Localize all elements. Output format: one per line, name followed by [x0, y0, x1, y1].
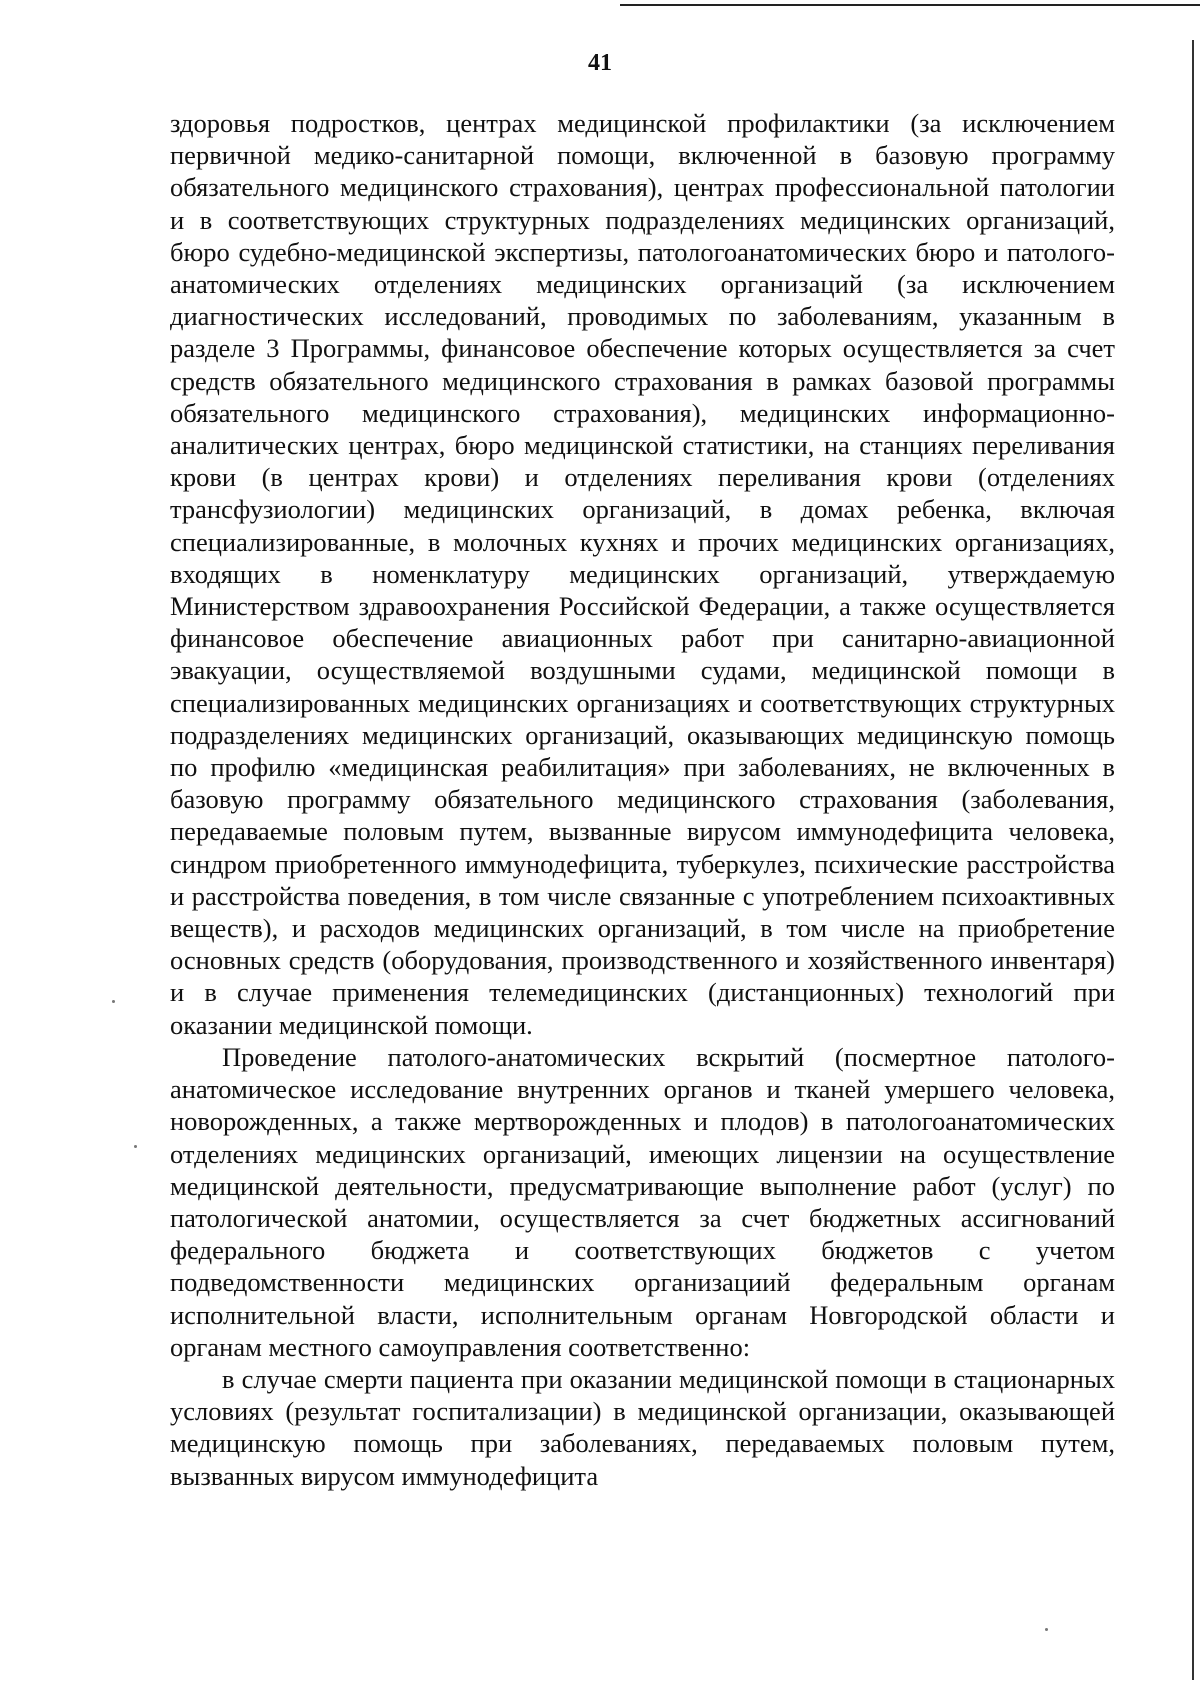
scan-speck — [1045, 1628, 1048, 1631]
page-number: 41 — [588, 50, 612, 76]
paragraph-continuation: здоровья подростков, центрах медицинской профилактики (за исключением первичной медико-санитарной помощи, включенной в базовую программу обязательного медицинского страхования), центрах профессиональной патологии и в соответствующих структурных подразделениях медицинских организаций, бюро судебно-медицинской экспертизы, патологоанатомических бюро и патолого-анатомических отделениях медицинских организаций (за исключением диагностических исследований, проводимых по заболеваниям, указанным в разделе 3 Программы, финансовое обеспечение которых осуществляется за счет средств обязательного медицинского страхования в рамках базовой программы обязательного медицинского страхования), медицинских информационно-аналитических центрах, бюро медицинской статистики, на станциях переливания крови (в центрах крови) и отделениях переливания крови (отделениях трансфузиологии) медицинских организаций, в домах ребенка, включая специализированные, в молочных кухнях и прочих медицинских организациях, входящих в номенклатуру медицинских организаций, утверждаемую Министерством здравоохранения Российской Федерации, а также осуществляется финансовое обеспечение авиационных работ при санитарно-авиационной эвакуации, осуществляемой воздушными судами, медицинской помощи в специализированных медицинских организациях и соответствующих структурных подразделениях медицинских организаций, оказывающих медицинскую помощь по профилю «медицинская реабилитация» при заболеваниях, не включенных в базовую программу обязательного медицинского страхования (заболевания, передаваемые половым путем, вызванные вирусом иммунодефицита человека, синдром приобретенного иммунодефицита, туберкулез, психические расстройства и расстройства поведения, в том числе связанные с употреблением психоактивных веществ), и расходов медицинских организаций, в том числе на приобретение основных средств (оборудования, производственного и хозяйственного инвентаря) и в случае применения телемедицинских (дистанционных) технологий при оказании медицинской помощи. — [170, 108, 1115, 1040]
top-border-line — [620, 4, 1200, 6]
right-border-line — [1192, 40, 1194, 1680]
body-text — [170, 107, 1115, 1492]
scan-speck — [134, 1145, 137, 1148]
paragraph-patient-death: в случае смерти пациента при оказании медицинской помощи в стационарных условиях (результат госпитализации) в медицинской организации, оказывающей медицинскую помощь при заболеваниях, передаваемых половым путем, вызванных вирусом иммунодефицита — [170, 1363, 1115, 1491]
paragraph-autopsy: Проведение патолого-анатомических вскрытий (посмертное патолого-анатомическое исследование внутренних органов и тканей умершего человека, новорожденных, а также мертворожденных и плодов) в патологоанатомических отделениях медицинских организаций, имеющих лицензии на осуществление медицинской деятельности, предусматривающие выполнение работ (услуг) по патологической анатомии, осуществляется за счет бюджетных ассигнований федерального бюджета и соответствующих бюджетов с учетом подведомственности медицинских организациий федеральным органам исполнительной власти, исполнительным органам Новгородской области и органам местного самоуправления соответственно: — [170, 1041, 1115, 1362]
scan-speck — [112, 1000, 115, 1003]
